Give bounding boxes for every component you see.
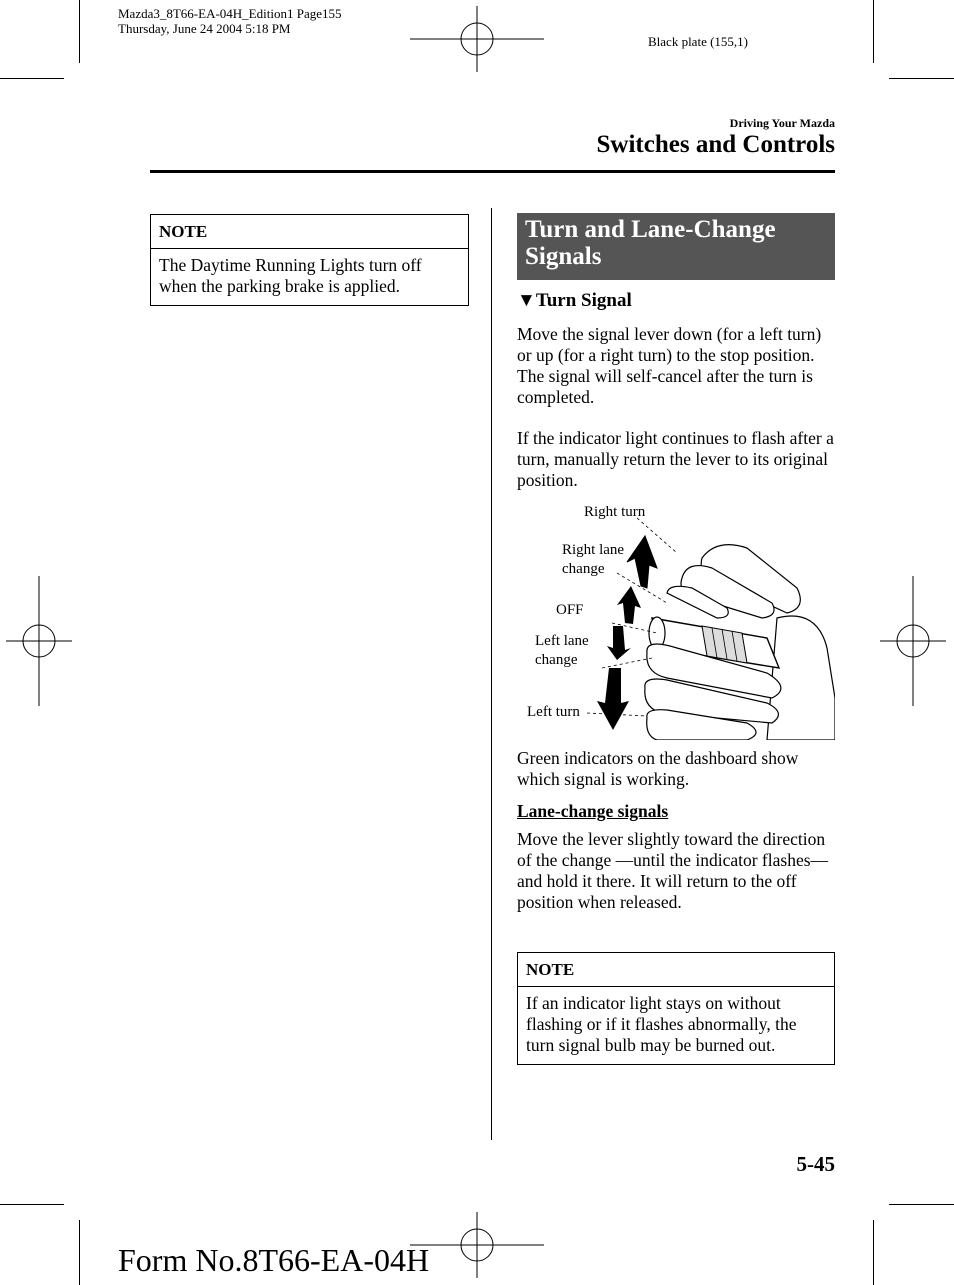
section-heading-turn-signals: Turn and Lane-Change Signals bbox=[517, 213, 835, 280]
subheading-lane-change: Lane-change signals bbox=[517, 801, 669, 821]
figure-label-left-turn: Left turn bbox=[527, 704, 580, 720]
paragraph-lane-change: Move the lever slightly toward the direction of the change —until the indicator flashes— and hold it there. It will return to the off position when released. bbox=[517, 829, 829, 912]
note-heading: NOTE bbox=[151, 215, 468, 249]
figure-label-right-turn: Right turn bbox=[584, 504, 646, 520]
figure-label-left-lane-line1: Left lane bbox=[535, 633, 589, 649]
print-line-2: Thursday, June 24 2004 5:18 PM bbox=[118, 21, 291, 36]
registration-mark-right bbox=[880, 576, 946, 706]
column-divider bbox=[491, 208, 492, 1140]
figure-label-right-lane-change bbox=[562, 541, 624, 579]
paragraph-green-indicators: Green indicators on the dashboard show which signal is working. bbox=[517, 748, 799, 789]
subheading-turn-signal bbox=[517, 290, 632, 312]
header-rule bbox=[150, 170, 835, 173]
note-heading: NOTE bbox=[518, 953, 834, 987]
form-number: Form No.8T66-EA-04H bbox=[118, 1242, 430, 1278]
figure-label-left-lane-change bbox=[535, 632, 589, 670]
turn-signal-figure bbox=[517, 498, 835, 740]
figure-label-right-lane-line1: Right lane bbox=[562, 542, 625, 558]
print-line-1: Mazda3_8T66-EA-04H_Edition1 Page155 bbox=[118, 6, 342, 21]
note-box-bulb bbox=[517, 952, 835, 1065]
paragraph-indicator-flash: If the indicator light continues to flash after a turn, manually return the lever to its original position. bbox=[517, 428, 834, 490]
subheading-text: Turn Signal bbox=[535, 290, 632, 311]
chapter-title: Switches and Controls bbox=[596, 131, 835, 158]
figure-label-right-lane-line2: change bbox=[562, 561, 605, 577]
print-metadata bbox=[118, 6, 341, 36]
registration-mark-top bbox=[410, 6, 544, 72]
registration-mark-left bbox=[6, 576, 72, 706]
note-body: If an indicator light stays on without flashing or if it flashes abnormally, the turn signal bulb may be burned out. bbox=[526, 993, 797, 1055]
paragraph-signal-lever: Move the signal lever down (for a left turn) or up (for a right turn) to the stop position. The signal will self-cancel after the turn is completed. bbox=[517, 324, 822, 407]
figure-label-off: OFF bbox=[556, 602, 584, 618]
triangle-marker-icon: ▼ bbox=[517, 290, 536, 311]
page-number: 5-45 bbox=[796, 1152, 835, 1176]
figure-label-left-lane-line2: change bbox=[535, 652, 578, 668]
note-body: The Daytime Running Lights turn off when the parking brake is applied. bbox=[159, 255, 422, 296]
section-title: Driving Your Mazda bbox=[729, 116, 835, 130]
plate-label: Black plate (155,1) bbox=[648, 34, 748, 49]
note-box-daytime-lights bbox=[150, 214, 469, 306]
registration-mark-bottom bbox=[410, 1212, 544, 1278]
